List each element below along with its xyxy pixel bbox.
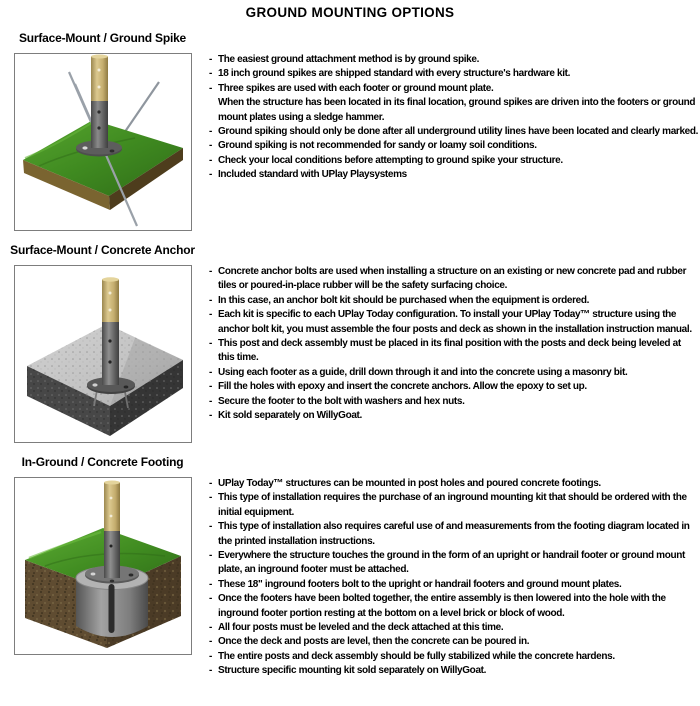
bullet-text [218, 635, 699, 649]
bullet-text [218, 409, 699, 423]
bullet-item [209, 125, 699, 139]
concrete-footing-illustration [15, 478, 191, 654]
bullet-text [218, 337, 699, 366]
bullet-line: When the structure has been located in its final location, ground spikes are driven into the footers or ground mount plates using a sledge hammer. [218, 97, 696, 123]
bullet-text [218, 491, 699, 520]
bullet-line: In this case, an anchor bolt kit should be purchased when the equipment is ordered. [218, 294, 590, 306]
bullet-marker: - [209, 366, 212, 378]
bullet-text [218, 82, 699, 125]
bullet-line: Check your local conditions before attempting to ground spike your structure. [218, 154, 563, 166]
bullet-line: Once the deck and posts are level, then the concrete can be poured in. [218, 636, 530, 648]
bullet-item [209, 53, 699, 67]
bullet-line: Concrete anchor bolts are used when installing a structure on an existing or new concrete pad and rubber tiles or poured-in-place rubber will be the safety surfacing choice. [218, 266, 687, 292]
bullet-marker: - [209, 82, 212, 94]
bullet-item [209, 650, 699, 664]
bullet-line: Kit sold separately on WillyGoat. [218, 410, 362, 422]
bullet-text [218, 53, 699, 67]
bullet-text [218, 265, 699, 294]
bullet-marker: - [209, 294, 212, 306]
bullet-item [209, 265, 699, 294]
bullet-line: Ground spiking should only be done after all underground utility lines have been located and clearly marked. [218, 126, 699, 138]
bullet-marker: - [209, 478, 212, 489]
section-concrete-footing-text [205, 455, 700, 679]
bullet-line: Once the footers have been bolted together, the entire assembly is then lowered into the hole with the inground footer portion resting at the bottom on a level brick or block of wood. [218, 593, 666, 619]
bullet-text [218, 395, 699, 409]
bullet-marker: - [209, 140, 212, 152]
bullet-text [218, 477, 699, 491]
bullet-marker: - [209, 338, 212, 350]
section-ground-spike-text [205, 31, 700, 183]
bullet-line: This type of installation requires the purchase of an inground mounting kit that should be ordered with the initial equipment. [218, 492, 687, 518]
page-title: GROUND MOUNTING OPTIONS [245, 5, 455, 20]
bullet-text [218, 154, 699, 168]
section-ground-spike-left [0, 31, 205, 231]
bullet-text [218, 520, 699, 549]
bullet-item [209, 82, 699, 125]
bullet-item [209, 549, 699, 578]
bullet-line: This type of installation also requires careful use of and measurements from the footing diagram located in the printed installation instructions. [218, 521, 690, 547]
bullet-marker: - [209, 381, 212, 393]
bullet-marker: - [209, 665, 212, 677]
concrete-footing-image [14, 477, 192, 655]
bullet-marker: - [209, 169, 212, 181]
section-concrete-anchor [0, 243, 700, 443]
bullet-marker: - [209, 410, 212, 422]
bullet-item [209, 154, 699, 168]
bullet-item [209, 294, 699, 308]
section-concrete-footing [0, 455, 700, 679]
bullet-item [209, 67, 699, 81]
bullet-item [209, 395, 699, 409]
bullet-marker: - [209, 636, 212, 648]
bullet-line: Secure the footer to the bolt with washers and hex nuts. [218, 395, 465, 407]
bullet-item [209, 139, 699, 153]
bullet-text [218, 67, 699, 81]
bullet-line: The easiest ground attachment method is by ground spike. [218, 54, 480, 65]
bullet-marker: - [209, 492, 212, 504]
bullet-item [209, 168, 699, 182]
bullet-marker: - [209, 521, 212, 533]
bullet-item [209, 592, 699, 621]
bullet-marker: - [209, 550, 212, 562]
bullet-line: UPlay Today™ structures can be mounted in post holes and poured concrete footings. [218, 478, 601, 489]
ground-spike-illustration [15, 54, 191, 230]
bullet-text [218, 592, 699, 621]
bullet-text [218, 139, 699, 153]
bullet-text [218, 366, 699, 380]
bullet-item [209, 308, 699, 337]
bullet-marker: - [209, 54, 212, 65]
bullet-marker: - [209, 593, 212, 605]
bullet-text [218, 650, 699, 664]
bullet-item [209, 635, 699, 649]
bullet-line: Everywhere the structure touches the ground in the form of an upright or handrail footer or ground mount plate, an inground footer must be attached. [218, 550, 685, 576]
section-concrete-footing-left [0, 455, 205, 655]
bullet-line: Included standard with UPlay Playsystems [218, 169, 407, 181]
bullet-item [209, 409, 699, 423]
bullet-text [218, 664, 699, 678]
concrete-anchor-image [14, 265, 192, 443]
section-heading-concrete-anchor: Surface-Mount / Concrete Anchor [10, 243, 195, 257]
bullet-line: Each kit is specific to each UPlay Today configuration. To install your UPlay Today™ structure using the anchor bolt kit, you must assemble the four posts and deck as shown in the installation instruction manual. [218, 309, 692, 335]
bullet-text [218, 168, 699, 182]
bullet-item [209, 491, 699, 520]
section-concrete-anchor-text [205, 243, 700, 423]
bullet-item [209, 520, 699, 549]
bullet-item [209, 578, 699, 592]
bullet-line: The entire posts and deck assembly should be fully stabilized while the concrete hardens. [218, 650, 615, 662]
concrete-anchor-illustration [15, 266, 191, 442]
bullet-line: This post and deck assembly must be placed in its final position with the posts and deck being leveled at this time. [218, 338, 681, 364]
section-heading-concrete-footing: In-Ground / Concrete Footing [21, 455, 184, 469]
bullet-line: 18 inch ground spikes are shipped standard with every structure's hardware kit. [218, 68, 571, 80]
bullet-line: Structure specific mounting kit sold separately on WillyGoat. [218, 665, 487, 677]
bullet-text [218, 125, 699, 139]
bullet-marker: - [209, 622, 212, 634]
bullet-item [209, 366, 699, 380]
bullet-marker: - [209, 578, 212, 590]
bullet-line: These 18" inground footers bolt to the upright or handrail footers and ground mount plates. [218, 578, 622, 590]
bullet-text [218, 294, 699, 308]
bullet-line: Three spikes are used with each footer or ground mount plate. [218, 82, 494, 94]
bullet-line: All four posts must be leveled and the deck attached at this time. [218, 622, 504, 634]
bullet-marker: - [209, 650, 212, 662]
bullet-text [218, 308, 699, 337]
bullet-item [209, 621, 699, 635]
bullet-item [209, 664, 699, 678]
bullet-marker: - [209, 266, 212, 277]
bullet-line: Fill the holes with epoxy and insert the concrete anchors. Allow the epoxy to set up. [218, 381, 587, 393]
bullet-item [209, 477, 699, 491]
bullet-text [218, 578, 699, 592]
ground-spike-image [14, 53, 192, 231]
bullet-item [209, 380, 699, 394]
bullet-line: Using each footer as a guide, drill down through it and into the concrete using a masonry bit. [218, 366, 628, 378]
bullet-marker: - [209, 68, 212, 80]
bullet-marker: - [209, 154, 212, 166]
bullet-marker: - [209, 126, 212, 138]
bullet-marker: - [209, 309, 212, 321]
bullet-line: Ground spiking is not recommended for sandy or loamy soil conditions. [218, 140, 537, 152]
bullet-marker: - [209, 395, 212, 407]
bullet-text [218, 621, 699, 635]
section-concrete-anchor-left [0, 243, 205, 443]
bullet-text [218, 549, 699, 578]
bullet-item [209, 337, 699, 366]
bullet-text [218, 380, 699, 394]
section-heading-ground-spike: Surface-Mount / Ground Spike [18, 31, 187, 45]
section-ground-spike [0, 31, 700, 231]
